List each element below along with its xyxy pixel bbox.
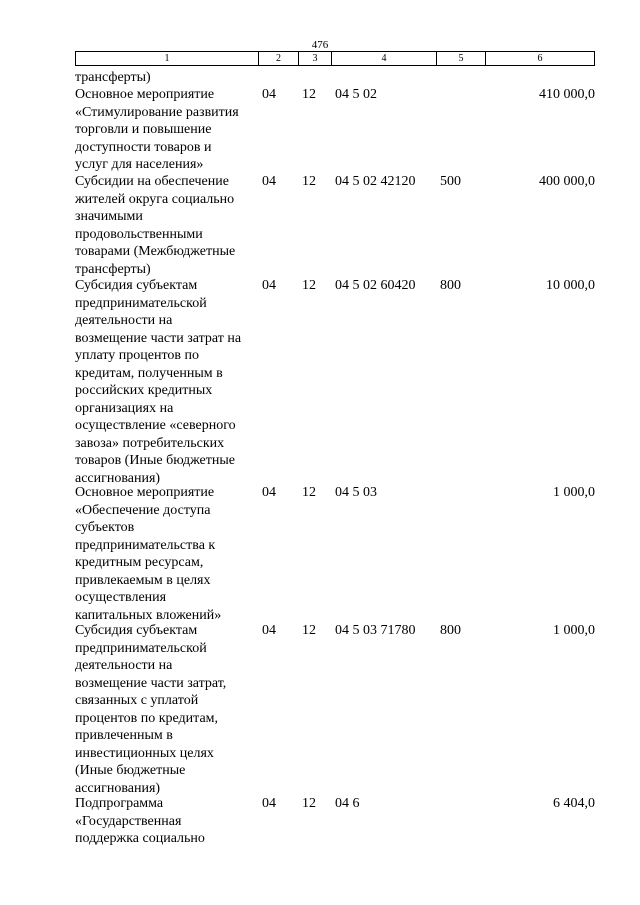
- row-name: Субсидии на обеспечение жителей округа социально значимыми продовольственными товарами (Межбюджетные трансферты): [75, 174, 236, 277]
- column-header-3: 3: [299, 52, 332, 65]
- page-number: 476: [311, 39, 329, 51]
- row-name: Основное мероприятие «Обеспечение доступа субъектов предпринимательства к кредитным ресурсам, привлекаемым в целях осуществления капитальных вложений»: [75, 485, 222, 623]
- continued-text-fragment: трансферты): [75, 70, 151, 85]
- row-name: Основное мероприятие «Стимулирование развития торговли и повышение доступности товаров и услуг для населения»: [75, 87, 239, 172]
- row-name: Субсидия субъектам предпринимательской деятельности на возмещение части затрат на уплату процентов по кредитам, полученным в российских кредитных организациях на осуществление «северного завоза» потребительских товаров (Иные бюджетные ассигнования): [75, 278, 242, 486]
- row-name: Субсидия субъектам предпринимательской деятельности на возмещение части затрат, связанных с уплатой процентов по кредитам, привлеченным в инвестиционных целях (Иные бюджетные ассигнования): [75, 623, 227, 796]
- row-col-4: 04 5 03 71780: [335, 623, 416, 638]
- column-header-2: 2: [259, 52, 299, 65]
- row-col-4: 04 5 03: [335, 485, 377, 500]
- row-col-3: 12: [302, 796, 316, 811]
- row-col-4: 04 5 02 42120: [335, 174, 416, 189]
- column-header-5: 5: [437, 52, 486, 65]
- table-row: [75, 277, 595, 487]
- table-row: [75, 173, 595, 278]
- row-col-5: [436, 795, 485, 848]
- row-col-5: 800: [440, 623, 461, 638]
- table-row: [75, 86, 595, 174]
- row-col-4: 04 6: [335, 796, 360, 811]
- row-col-2: 04: [262, 623, 276, 638]
- row-col-3: 12: [302, 485, 316, 500]
- row-col-6: 10 000,0: [546, 278, 595, 293]
- row-col-6: 1 000,0: [553, 485, 595, 500]
- row-col-2: 04: [262, 485, 276, 500]
- row-col-2: 04: [262, 278, 276, 293]
- row-col-6: 1 000,0: [553, 623, 595, 638]
- row-col-6: 400 000,0: [539, 174, 595, 189]
- row-col-3: 12: [302, 278, 316, 293]
- row-col-6: 410 000,0: [539, 87, 595, 102]
- row-col-4: 04 5 02: [335, 87, 377, 102]
- row-col-5: 800: [440, 278, 461, 293]
- row-col-4: 04 5 02 60420: [335, 278, 416, 293]
- table-row: [75, 484, 595, 624]
- row-name: Подпрограмма «Государственная поддержка социально: [75, 796, 205, 846]
- column-header-6: 6: [537, 53, 543, 64]
- table-row: [75, 795, 595, 848]
- column-header-1: 1: [76, 52, 259, 65]
- table-header: [75, 51, 595, 66]
- row-col-5: 500: [440, 174, 461, 189]
- row-col-2: 04: [262, 796, 276, 811]
- row-col-3: 12: [302, 174, 316, 189]
- table-row: [75, 622, 595, 797]
- row-col-2: 04: [262, 174, 276, 189]
- row-col-3: 12: [302, 623, 316, 638]
- row-col-2: 04: [262, 87, 276, 102]
- row-col-6: 6 404,0: [553, 796, 595, 811]
- column-header-4: 4: [332, 52, 437, 65]
- row-col-5: [436, 484, 485, 624]
- row-col-5: [436, 86, 485, 174]
- row-col-3: 12: [302, 87, 316, 102]
